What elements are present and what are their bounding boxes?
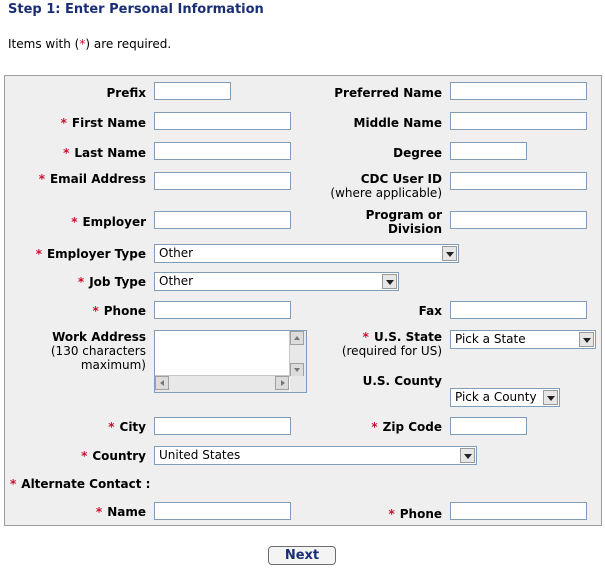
preferred-name-label: Preferred Name <box>334 86 442 100</box>
cdc-user-id-hint: (where applicable) <box>330 186 442 200</box>
preferred-name-input[interactable] <box>450 82 587 100</box>
email-label: * Email Address <box>38 172 146 186</box>
program-label-line2: Division <box>387 222 442 236</box>
next-button[interactable]: Next <box>268 546 336 565</box>
required-note: Items with (*) are required. <box>8 37 172 51</box>
page-title: Step 1: Enter Personal Information <box>8 2 264 17</box>
prefix-label: Prefix <box>106 86 146 100</box>
alt-phone-input[interactable] <box>450 502 587 520</box>
program-input[interactable] <box>450 211 587 229</box>
middle-name-label: Middle Name <box>353 116 442 130</box>
alternate-contact-heading: * Alternate Contact : <box>10 477 151 491</box>
employer-label: * Employer <box>71 215 146 229</box>
us-state-select[interactable]: Pick a State <box>450 330 596 349</box>
alt-phone-label: * Phone <box>388 507 442 521</box>
chevron-down-icon[interactable] <box>442 246 457 261</box>
chevron-down-icon[interactable] <box>579 332 594 347</box>
work-address-hint-line2: maximum) <box>80 358 146 372</box>
scroll-left-icon[interactable] <box>155 376 169 390</box>
middle-name-input[interactable] <box>450 112 587 130</box>
work-address-label: Work Address <box>52 330 146 344</box>
scrollbar-corner <box>290 376 306 392</box>
country-select[interactable]: United States <box>154 446 477 465</box>
degree-label: Degree <box>393 146 442 160</box>
city-label: * City <box>108 420 146 434</box>
work-address-hint-line1: (130 characters <box>50 344 146 358</box>
prefix-input[interactable] <box>154 82 231 100</box>
vertical-scrollbar[interactable] <box>289 331 306 377</box>
program-label-line1: Program or <box>365 208 442 222</box>
chevron-down-icon[interactable] <box>382 274 397 289</box>
scroll-down-icon[interactable] <box>290 363 304 377</box>
fax-label: Fax <box>418 304 442 318</box>
us-state-label: * U.S. State <box>362 330 442 344</box>
cdc-user-id-input[interactable] <box>450 172 587 190</box>
zip-code-label: * Zip Code <box>371 420 442 434</box>
email-input[interactable] <box>154 172 291 190</box>
country-label: * Country <box>81 449 146 463</box>
us-state-hint: (required for US) <box>341 344 442 358</box>
employer-type-select[interactable]: Other <box>154 244 459 263</box>
last-name-input[interactable] <box>154 142 291 160</box>
zip-code-input[interactable] <box>450 417 527 435</box>
chevron-down-icon[interactable] <box>460 448 475 463</box>
first-name-input[interactable] <box>154 112 291 130</box>
last-name-label: * Last Name <box>63 146 146 160</box>
phone-label: * Phone <box>92 304 146 318</box>
employer-input[interactable] <box>154 211 291 229</box>
work-address-textarea[interactable] <box>154 330 307 393</box>
first-name-label: * First Name <box>60 116 146 130</box>
us-county-select[interactable]: Pick a County <box>450 388 560 407</box>
city-input[interactable] <box>154 417 291 435</box>
scroll-up-icon[interactable] <box>290 331 304 345</box>
degree-input[interactable] <box>450 142 527 160</box>
us-county-label: U.S. County <box>362 374 442 388</box>
alt-name-input[interactable] <box>154 502 291 520</box>
alt-name-label: * Name <box>95 505 146 519</box>
horizontal-scrollbar[interactable] <box>155 375 289 392</box>
job-type-label: * Job Type <box>77 275 146 289</box>
scroll-right-icon[interactable] <box>275 376 289 390</box>
job-type-select[interactable]: Other <box>154 272 399 291</box>
cdc-user-id-label: CDC User ID <box>360 172 442 186</box>
phone-input[interactable] <box>154 301 291 319</box>
chevron-down-icon[interactable] <box>543 390 558 405</box>
employer-type-label: * Employer Type <box>35 247 146 261</box>
fax-input[interactable] <box>450 301 587 319</box>
